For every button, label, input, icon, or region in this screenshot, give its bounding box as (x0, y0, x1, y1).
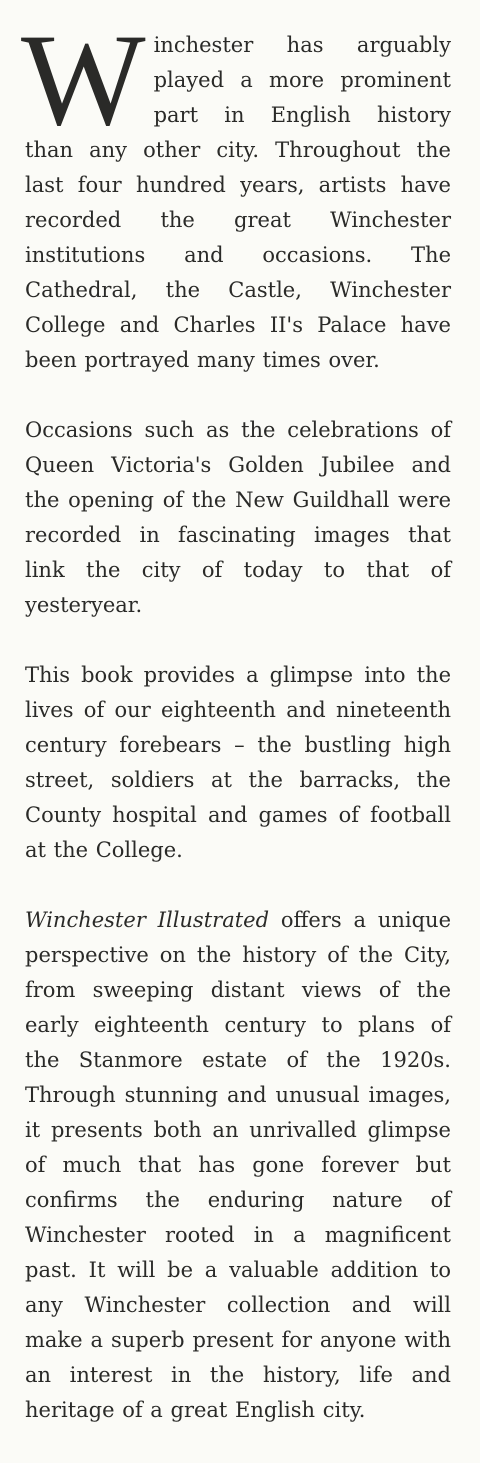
book-title: Winchester Illustrated (25, 908, 270, 932)
paragraph-intro-text: inchester has arguably played a more prominent part in English history than any other city. Throughout the last four hundred years, artists have recorded the great Winchester institutions and occasions. The Cathedral, the Castle, Winchester College and Charles II's Palace have been portrayed many times over. (25, 33, 451, 372)
paragraph-intro (21, 6, 451, 378)
paragraph-occasions: Occasions such as the celebrations of Queen Victoria's Golden Jubilee and the opening of the New Guildhall were recorded in fascinating images that link the city of today to that of yesteryear. (25, 418, 451, 617)
paragraph-forebears: This book provides a glimpse into the lives of our eighteenth and nineteenth century forebears – the bustling high street, soldiers at the barracks, the County hospital and games of football at the College. (25, 663, 451, 862)
book-description (21, 6, 452, 1463)
paragraph-summary-text: offers a unique perspective on the history of the City, from sweeping distant views of the early eighteenth century to plans of the Stanmore estate of the 1920s. Through stunning and unusual images, it presents both an unrivalled glimpse of much that has gone forever but confirms the enduring nature of Winchester rooted in a magnificent past. It will be a valuable addition to any Winchester collection and will make a superb present for anyone with an interest in the history, life and heritage of a great English city. (25, 908, 452, 1422)
drop-cap: W (21, 6, 146, 153)
paragraph-summary (25, 903, 451, 1428)
